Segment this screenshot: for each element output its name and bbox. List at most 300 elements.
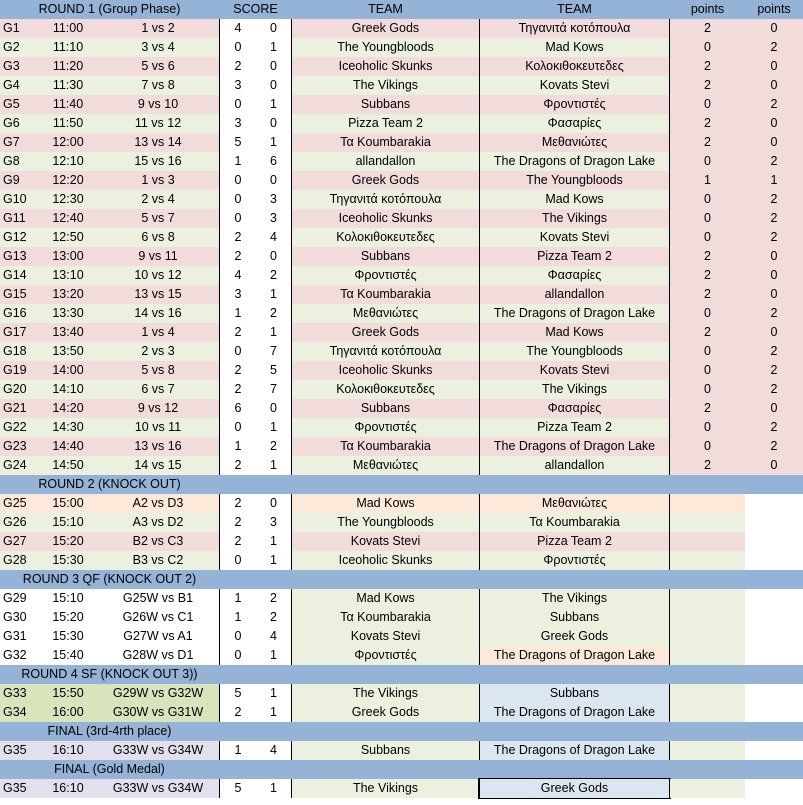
game-time[interactable]: 11:10 <box>39 38 97 57</box>
game-time[interactable]: 14:50 <box>39 456 97 475</box>
points-cell[interactable] <box>745 513 803 532</box>
game-time[interactable]: 15:10 <box>39 513 97 532</box>
game-id[interactable]: G33 <box>0 684 39 703</box>
game-id[interactable]: G2 <box>0 38 39 57</box>
round2-title[interactable]: ROUND 2 (KNOCK OUT) <box>0 475 219 494</box>
points-cell[interactable]: 2 <box>745 361 803 380</box>
matchup[interactable]: 10 vs 12 <box>97 266 219 285</box>
game-id[interactable]: G18 <box>0 342 39 361</box>
team-cell[interactable]: Greek Gods <box>479 627 670 646</box>
game-time[interactable]: 13:20 <box>39 285 97 304</box>
score-cell[interactable]: 1 <box>219 304 256 323</box>
team-cell[interactable]: Pizza Team 2 <box>292 114 479 133</box>
game-id[interactable]: G35 <box>0 779 39 798</box>
score-cell[interactable]: 2 <box>256 304 292 323</box>
game-time[interactable]: 11:50 <box>39 114 97 133</box>
score-cell[interactable]: 0 <box>256 399 292 418</box>
team-cell[interactable]: Μεθανιώτες <box>292 304 479 323</box>
game-time[interactable]: 14:30 <box>39 418 97 437</box>
team-cell[interactable]: Mad Kows <box>479 190 670 209</box>
team-cell[interactable]: Greek Gods <box>479 779 670 798</box>
final3-title-band[interactable] <box>219 722 803 741</box>
team-cell[interactable]: allandallon <box>479 456 670 475</box>
score-cell[interactable]: 1 <box>256 323 292 342</box>
team-cell[interactable]: Kovats Stevi <box>479 361 670 380</box>
team-cell[interactable]: Τηγανιτά κοτόπουλα <box>292 342 479 361</box>
score-cell[interactable]: 3 <box>219 114 256 133</box>
team-cell[interactable]: Kovats Stevi <box>479 228 670 247</box>
matchup[interactable]: 13 vs 14 <box>97 133 219 152</box>
game-time[interactable]: 12:40 <box>39 209 97 228</box>
game-id[interactable]: G4 <box>0 76 39 95</box>
matchup[interactable]: G28W vs D1 <box>97 646 219 665</box>
team-cell[interactable]: The Vikings <box>479 380 670 399</box>
points-cell[interactable]: 0 <box>745 266 803 285</box>
score-cell[interactable]: 7 <box>256 380 292 399</box>
game-id[interactable]: G17 <box>0 323 39 342</box>
matchup[interactable]: G29W vs G32W <box>97 684 219 703</box>
game-id[interactable]: G14 <box>0 266 39 285</box>
score-cell[interactable]: 0 <box>219 646 256 665</box>
score-cell[interactable]: 1 <box>256 779 292 798</box>
points-cell[interactable]: 0 <box>670 342 745 361</box>
matchup[interactable]: 13 vs 15 <box>97 285 219 304</box>
points-cell[interactable]: 2 <box>670 114 745 133</box>
points-cell[interactable]: 2 <box>745 342 803 361</box>
score-cell[interactable]: 0 <box>219 190 256 209</box>
score-cell[interactable]: 2 <box>219 57 256 76</box>
game-id[interactable]: G15 <box>0 285 39 304</box>
score-cell[interactable]: 4 <box>219 19 256 38</box>
points-cell[interactable]: 0 <box>670 361 745 380</box>
game-id[interactable]: G24 <box>0 456 39 475</box>
points-cell[interactable]: 0 <box>670 152 745 171</box>
team-header[interactable]: TEAM <box>479 0 670 19</box>
points-cell[interactable] <box>670 646 745 665</box>
points-cell[interactable]: 0 <box>745 57 803 76</box>
matchup[interactable]: 13 vs 16 <box>97 437 219 456</box>
team-cell[interactable]: Φροντιστές <box>479 95 670 114</box>
team-cell[interactable]: The Dragons of Dragon Lake <box>479 437 670 456</box>
team-cell[interactable]: Κολοκιθοκευτεδες <box>479 57 670 76</box>
team-cell[interactable]: Greek Gods <box>292 171 479 190</box>
score-cell[interactable]: 2 <box>219 380 256 399</box>
game-time[interactable]: 15:20 <box>39 608 97 627</box>
score-cell[interactable]: 1 <box>256 95 292 114</box>
team-cell[interactable]: Φασαρίες <box>479 399 670 418</box>
team-cell[interactable]: Mad Kows <box>292 494 479 513</box>
points-cell[interactable] <box>670 627 745 646</box>
score-cell[interactable]: 0 <box>219 551 256 570</box>
score-cell[interactable]: 3 <box>219 76 256 95</box>
score-cell[interactable]: 0 <box>219 209 256 228</box>
team-cell[interactable]: Κολοκιθοκευτεδες <box>292 228 479 247</box>
score-cell[interactable]: 1 <box>256 684 292 703</box>
score-cell[interactable]: 5 <box>219 133 256 152</box>
score-cell[interactable]: 1 <box>256 646 292 665</box>
matchup[interactable]: 5 vs 6 <box>97 57 219 76</box>
points-cell[interactable]: 0 <box>745 19 803 38</box>
team-cell[interactable]: Subbans <box>292 399 479 418</box>
team-cell[interactable]: The Vikings <box>292 684 479 703</box>
game-time[interactable]: 12:10 <box>39 152 97 171</box>
matchup[interactable]: G25W vs B1 <box>97 589 219 608</box>
matchup[interactable]: G33W vs G34W <box>97 741 219 760</box>
points-cell[interactable]: 0 <box>745 285 803 304</box>
team-cell[interactable]: The Dragons of Dragon Lake <box>479 741 670 760</box>
score-cell[interactable]: 2 <box>219 228 256 247</box>
game-time[interactable]: 11:20 <box>39 57 97 76</box>
final3-title[interactable]: FINAL (3rd-4rth place) <box>0 722 219 741</box>
game-id[interactable]: G3 <box>0 57 39 76</box>
points-cell[interactable] <box>670 741 745 760</box>
game-time[interactable]: 15:50 <box>39 684 97 703</box>
matchup[interactable]: 6 vs 7 <box>97 380 219 399</box>
points-cell[interactable]: 2 <box>670 76 745 95</box>
points-cell[interactable] <box>745 703 803 722</box>
team-cell[interactable]: Iceoholic Skunks <box>292 57 479 76</box>
points-header[interactable]: points <box>745 0 803 19</box>
game-id[interactable]: G20 <box>0 380 39 399</box>
score-cell[interactable]: 4 <box>219 266 256 285</box>
team-cell[interactable]: Subbans <box>479 684 670 703</box>
game-id[interactable]: G1 <box>0 19 39 38</box>
game-time[interactable]: 13:40 <box>39 323 97 342</box>
score-cell[interactable]: 1 <box>256 456 292 475</box>
game-id[interactable]: G29 <box>0 589 39 608</box>
points-cell[interactable] <box>670 513 745 532</box>
matchup[interactable]: 6 vs 8 <box>97 228 219 247</box>
team-cell[interactable]: Pizza Team 2 <box>479 418 670 437</box>
score-cell[interactable]: 1 <box>256 551 292 570</box>
matchup[interactable]: G26W vs C1 <box>97 608 219 627</box>
game-time[interactable]: 12:50 <box>39 228 97 247</box>
game-time[interactable]: 15:30 <box>39 627 97 646</box>
game-id[interactable]: G35 <box>0 741 39 760</box>
team-cell[interactable]: allandallon <box>479 285 670 304</box>
game-id[interactable]: G32 <box>0 646 39 665</box>
score-cell[interactable]: 3 <box>256 209 292 228</box>
team-cell[interactable]: Kovats Stevi <box>292 627 479 646</box>
points-cell[interactable]: 1 <box>670 171 745 190</box>
game-time[interactable]: 14:40 <box>39 437 97 456</box>
matchup[interactable]: 2 vs 4 <box>97 190 219 209</box>
team-cell[interactable]: The Youngbloods <box>292 38 479 57</box>
points-cell[interactable]: 2 <box>670 285 745 304</box>
matchup[interactable]: A2 vs D3 <box>97 494 219 513</box>
matchup[interactable]: 15 vs 16 <box>97 152 219 171</box>
score-cell[interactable]: 2 <box>219 513 256 532</box>
score-cell[interactable]: 2 <box>219 247 256 266</box>
score-cell[interactable]: 0 <box>256 114 292 133</box>
team-cell[interactable]: Μεθανιώτες <box>292 456 479 475</box>
score-cell[interactable]: 2 <box>256 437 292 456</box>
game-id[interactable]: G12 <box>0 228 39 247</box>
points-cell[interactable] <box>670 532 745 551</box>
score-cell[interactable]: 1 <box>256 38 292 57</box>
team-cell[interactable]: The Dragons of Dragon Lake <box>479 646 670 665</box>
points-cell[interactable]: 2 <box>745 380 803 399</box>
score-cell[interactable]: 3 <box>256 190 292 209</box>
points-cell[interactable]: 2 <box>670 57 745 76</box>
team-header[interactable]: TEAM <box>292 0 479 19</box>
game-time[interactable]: 16:10 <box>39 741 97 760</box>
team-cell[interactable]: Φροντιστές <box>292 646 479 665</box>
points-cell[interactable]: 0 <box>670 190 745 209</box>
game-time[interactable]: 14:00 <box>39 361 97 380</box>
points-cell[interactable]: 2 <box>670 133 745 152</box>
score-cell[interactable]: 5 <box>219 779 256 798</box>
points-cell[interactable]: 1 <box>745 171 803 190</box>
points-cell[interactable]: 2 <box>670 399 745 418</box>
team-cell[interactable]: Φροντιστές <box>292 266 479 285</box>
matchup[interactable]: 14 vs 16 <box>97 304 219 323</box>
score-cell[interactable]: 0 <box>219 171 256 190</box>
team-cell[interactable]: The Vikings <box>479 589 670 608</box>
team-cell[interactable]: Τα Koumbarakia <box>292 437 479 456</box>
team-cell[interactable]: Iceoholic Skunks <box>292 209 479 228</box>
points-cell[interactable]: 0 <box>670 38 745 57</box>
points-cell[interactable] <box>745 684 803 703</box>
score-cell[interactable]: 0 <box>219 418 256 437</box>
points-cell[interactable] <box>670 684 745 703</box>
game-time[interactable]: 12:00 <box>39 133 97 152</box>
points-cell[interactable]: 2 <box>670 456 745 475</box>
score-cell[interactable]: 4 <box>256 627 292 646</box>
team-cell[interactable]: The Vikings <box>292 779 479 798</box>
team-cell[interactable]: Τα Koumbarakia <box>292 608 479 627</box>
points-cell[interactable] <box>745 608 803 627</box>
game-id[interactable]: G19 <box>0 361 39 380</box>
team-cell[interactable]: Φασαρίες <box>479 266 670 285</box>
score-cell[interactable]: 0 <box>219 38 256 57</box>
team-cell[interactable]: Τα Koumbarakia <box>292 133 479 152</box>
round-title[interactable]: ROUND 1 (Group Phase) <box>0 0 219 19</box>
matchup[interactable]: 1 vs 2 <box>97 19 219 38</box>
team-cell[interactable]: Τα Koumbarakia <box>479 513 670 532</box>
team-cell[interactable]: Mad Kows <box>479 323 670 342</box>
points-cell[interactable]: 2 <box>670 247 745 266</box>
game-id[interactable]: G10 <box>0 190 39 209</box>
game-id[interactable]: G34 <box>0 703 39 722</box>
team-cell[interactable]: Greek Gods <box>292 703 479 722</box>
points-cell[interactable] <box>670 703 745 722</box>
game-id[interactable]: G8 <box>0 152 39 171</box>
team-cell[interactable]: Subbans <box>479 608 670 627</box>
team-cell[interactable]: Iceoholic Skunks <box>292 361 479 380</box>
points-cell[interactable]: 2 <box>745 190 803 209</box>
matchup[interactable]: 1 vs 3 <box>97 171 219 190</box>
score-cell[interactable]: 2 <box>256 266 292 285</box>
matchup[interactable]: B2 vs C3 <box>97 532 219 551</box>
team-cell[interactable]: Φασαρίες <box>479 114 670 133</box>
points-cell[interactable] <box>745 741 803 760</box>
points-cell[interactable]: 0 <box>745 247 803 266</box>
game-time[interactable]: 13:50 <box>39 342 97 361</box>
team-cell[interactable]: Mad Kows <box>292 589 479 608</box>
matchup[interactable]: 11 vs 12 <box>97 114 219 133</box>
game-time[interactable]: 11:40 <box>39 95 97 114</box>
team-cell[interactable]: Subbans <box>292 247 479 266</box>
team-cell[interactable]: allandallon <box>292 152 479 171</box>
score-cell[interactable]: 3 <box>256 513 292 532</box>
points-cell[interactable]: 2 <box>745 418 803 437</box>
points-cell[interactable] <box>670 779 745 798</box>
score-cell[interactable]: 1 <box>219 608 256 627</box>
game-time[interactable]: 15:10 <box>39 589 97 608</box>
score-cell[interactable]: 1 <box>256 703 292 722</box>
points-cell[interactable] <box>745 551 803 570</box>
team-cell[interactable]: Subbans <box>292 95 479 114</box>
game-id[interactable]: G28 <box>0 551 39 570</box>
points-cell[interactable]: 2 <box>670 266 745 285</box>
team-cell[interactable]: The Youngbloods <box>479 342 670 361</box>
team-cell[interactable]: The Dragons of Dragon Lake <box>479 304 670 323</box>
points-cell[interactable]: 0 <box>745 399 803 418</box>
matchup[interactable]: 10 vs 11 <box>97 418 219 437</box>
matchup[interactable]: 5 vs 8 <box>97 361 219 380</box>
score-cell[interactable]: 0 <box>219 342 256 361</box>
points-cell[interactable]: 0 <box>745 323 803 342</box>
score-cell[interactable]: 1 <box>219 437 256 456</box>
team-cell[interactable]: Greek Gods <box>292 19 479 38</box>
score-cell[interactable]: 2 <box>219 361 256 380</box>
matchup[interactable]: G30W vs G31W <box>97 703 219 722</box>
points-cell[interactable]: 0 <box>670 95 745 114</box>
points-cell[interactable]: 2 <box>745 152 803 171</box>
score-cell[interactable]: 0 <box>256 76 292 95</box>
matchup[interactable]: 3 vs 4 <box>97 38 219 57</box>
score-cell[interactable]: 1 <box>256 418 292 437</box>
team-cell[interactable]: The Vikings <box>479 209 670 228</box>
points-cell[interactable]: 0 <box>670 228 745 247</box>
points-cell[interactable] <box>670 589 745 608</box>
score-cell[interactable]: 2 <box>219 532 256 551</box>
score-header[interactable]: SCORE <box>219 0 292 19</box>
game-id[interactable]: G11 <box>0 209 39 228</box>
team-cell[interactable]: The Vikings <box>292 76 479 95</box>
score-cell[interactable]: 6 <box>256 152 292 171</box>
score-cell[interactable]: 1 <box>219 589 256 608</box>
round3-title-band[interactable] <box>219 570 803 589</box>
points-cell[interactable]: 2 <box>745 228 803 247</box>
game-time[interactable]: 13:30 <box>39 304 97 323</box>
points-cell[interactable] <box>745 589 803 608</box>
matchup[interactable]: G27W vs A1 <box>97 627 219 646</box>
score-cell[interactable]: 2 <box>219 456 256 475</box>
final-gold-title-band[interactable] <box>219 760 803 779</box>
score-cell[interactable]: 0 <box>219 95 256 114</box>
points-cell[interactable]: 0 <box>745 133 803 152</box>
matchup[interactable]: A3 vs D2 <box>97 513 219 532</box>
matchup[interactable]: 9 vs 11 <box>97 247 219 266</box>
team-cell[interactable]: Greek Gods <box>292 323 479 342</box>
points-cell[interactable]: 0 <box>670 437 745 456</box>
score-cell[interactable]: 0 <box>256 494 292 513</box>
team-cell[interactable]: The Dragons of Dragon Lake <box>479 152 670 171</box>
team-cell[interactable]: Τα Koumbarakia <box>292 285 479 304</box>
final-gold-title[interactable]: FINAL (Gold Medal) <box>0 760 219 779</box>
score-cell[interactable]: 0 <box>256 57 292 76</box>
game-id[interactable]: G30 <box>0 608 39 627</box>
game-time[interactable]: 15:00 <box>39 494 97 513</box>
game-time[interactable]: 13:10 <box>39 266 97 285</box>
game-time[interactable]: 11:30 <box>39 76 97 95</box>
game-time[interactable]: 16:00 <box>39 703 97 722</box>
score-cell[interactable]: 1 <box>256 285 292 304</box>
team-cell[interactable]: Pizza Team 2 <box>479 532 670 551</box>
points-cell[interactable]: 2 <box>745 38 803 57</box>
team-cell[interactable]: Iceoholic Skunks <box>292 551 479 570</box>
matchup[interactable]: 14 vs 15 <box>97 456 219 475</box>
game-time[interactable]: 12:20 <box>39 171 97 190</box>
points-cell[interactable]: 0 <box>670 380 745 399</box>
score-cell[interactable]: 2 <box>256 608 292 627</box>
points-cell[interactable] <box>745 627 803 646</box>
score-cell[interactable]: 0 <box>256 171 292 190</box>
game-id[interactable]: G13 <box>0 247 39 266</box>
team-cell[interactable]: The Youngbloods <box>479 171 670 190</box>
team-cell[interactable]: Kovats Stevi <box>292 532 479 551</box>
score-cell[interactable]: 1 <box>219 152 256 171</box>
matchup[interactable]: 1 vs 4 <box>97 323 219 342</box>
score-cell[interactable]: 5 <box>219 684 256 703</box>
points-cell[interactable]: 2 <box>745 304 803 323</box>
game-time[interactable]: 15:30 <box>39 551 97 570</box>
team-cell[interactable]: The Dragons of Dragon Lake <box>479 703 670 722</box>
team-cell[interactable]: Mad Kows <box>479 38 670 57</box>
points-cell[interactable]: 0 <box>670 209 745 228</box>
team-cell[interactable]: Subbans <box>292 741 479 760</box>
score-cell[interactable]: 2 <box>219 494 256 513</box>
score-cell[interactable]: 0 <box>256 19 292 38</box>
game-id[interactable]: G22 <box>0 418 39 437</box>
matchup[interactable]: 9 vs 12 <box>97 399 219 418</box>
score-cell[interactable]: 7 <box>256 342 292 361</box>
round3-title[interactable]: ROUND 3 QF (KNOCK OUT 2) <box>0 570 219 589</box>
points-cell[interactable] <box>745 532 803 551</box>
points-cell[interactable] <box>670 608 745 627</box>
points-cell[interactable] <box>670 551 745 570</box>
points-cell[interactable]: 2 <box>745 209 803 228</box>
score-cell[interactable]: 3 <box>219 285 256 304</box>
game-id[interactable]: G9 <box>0 171 39 190</box>
score-cell[interactable]: 5 <box>256 361 292 380</box>
score-cell[interactable]: 1 <box>256 532 292 551</box>
game-id[interactable]: G7 <box>0 133 39 152</box>
game-time[interactable]: 14:10 <box>39 380 97 399</box>
points-cell[interactable]: 0 <box>745 76 803 95</box>
team-cell[interactable]: Φροντιστές <box>292 418 479 437</box>
matchup[interactable]: 9 vs 10 <box>97 95 219 114</box>
points-cell[interactable]: 0 <box>670 418 745 437</box>
team-cell[interactable]: Μεθανιώτες <box>479 133 670 152</box>
points-cell[interactable]: 2 <box>745 95 803 114</box>
score-cell[interactable]: 4 <box>256 741 292 760</box>
matchup[interactable]: G33W vs G34W <box>97 779 219 798</box>
points-cell[interactable]: 0 <box>745 456 803 475</box>
points-cell[interactable] <box>745 779 803 798</box>
score-cell[interactable]: 2 <box>256 589 292 608</box>
team-cell[interactable]: Φροντιστές <box>479 551 670 570</box>
matchup[interactable]: 5 vs 7 <box>97 209 219 228</box>
team-cell[interactable]: Μεθανιώτες <box>479 494 670 513</box>
game-id[interactable]: G6 <box>0 114 39 133</box>
game-id[interactable]: G27 <box>0 532 39 551</box>
score-cell[interactable]: 2 <box>219 703 256 722</box>
score-cell[interactable]: 2 <box>219 323 256 342</box>
team-cell[interactable]: Kovats Stevi <box>479 76 670 95</box>
